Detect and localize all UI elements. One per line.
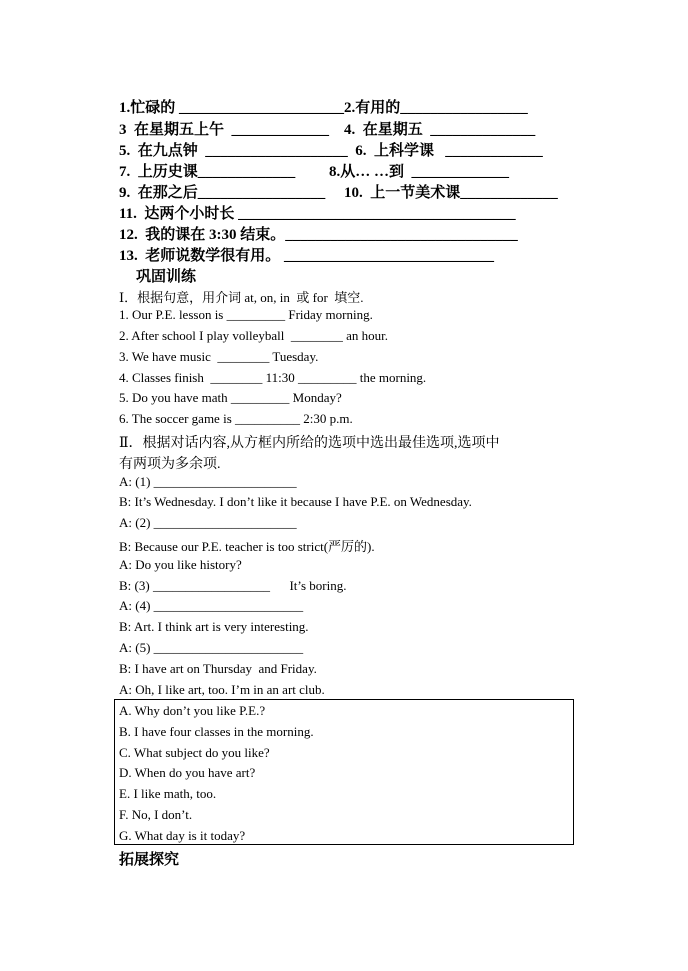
option-b: B. I have four classes in the morning. [119, 724, 314, 739]
vocab-line-7: 12. 我的课在 3:30 结束。_______________________________ [119, 227, 518, 243]
vocab-line-3: 5. 在九点钟 ___________________ 6. 上科学课 _____________ [119, 143, 543, 159]
dialogue-line: B: Because our P.E. teacher is too strict(严厉的). [119, 539, 375, 554]
part1-instruction: Ⅰ．根据句意，用介词 at, on, in 或 for 填空. [119, 290, 364, 305]
dialogue-line: A: Do you like history? [119, 557, 242, 572]
dialogue-line: A: Oh, I like art, too. I’m in an art club. [119, 682, 325, 697]
option-e: E. I like math, too. [119, 786, 217, 801]
vocab-line-5: 9. 在那之后_________________ 10. 上一节美术课_____________ [119, 185, 558, 201]
option-f: F. No, I don’t. [119, 807, 193, 822]
dialogue-line: A: (4) _______________________ [119, 598, 304, 613]
option-a: A. Why don’t you like P.E.? [119, 703, 266, 718]
dialogue-line: A: (1) ______________________ [119, 474, 297, 489]
part1-item: 3. We have music ________ Tuesday. [119, 349, 319, 364]
part1-item: 5. Do you have math _________ Monday? [119, 390, 342, 405]
vocab-line-4: 7. 上历史课_____________ 8.从… …到 _____________ [119, 164, 510, 180]
part1-item: 2. After school I play volleyball ________ an hour. [119, 328, 388, 343]
dialogue-line: A: (5) _______________________ [119, 640, 304, 655]
part1-item: 1. Our P.E. lesson is _________ Friday morning. [119, 307, 373, 322]
part1-item: 4. Classes finish ________ 11:30 _________ the morning. [119, 370, 427, 385]
vocab-line-6: 11. 达两个小时长 _____________________________________ [119, 206, 516, 222]
part2-instruction-line1: Ⅱ．根据对话内容,从方框内所给的选项中选出最佳选项,选项中 [119, 436, 500, 451]
option-d: D. When do you have art? [119, 765, 256, 780]
vocab-line-8: 13. 老师说数学很有用。 ____________________________ [119, 248, 495, 264]
part2-instruction-line2: 有两项为多余项. [119, 457, 221, 472]
dialogue-line: B: (3) __________________ It’s boring. [119, 578, 347, 593]
part1-item: 6. The soccer game is __________ 2:30 p.m. [119, 411, 353, 426]
vocab-line-2: 3 在星期五上午 _____________ 4. 在星期五 ______________ [119, 122, 536, 138]
option-c: C. What subject do you like? [119, 745, 270, 760]
dialogue-line: B: It’s Wednesday. I don’t like it because I have P.E. on Wednesday. [119, 494, 472, 509]
extension-heading: 拓展探究 [119, 852, 180, 868]
practice-heading: 巩固训练 [136, 269, 197, 285]
vocab-line-1: 1.忙碌的 ______________________2.有用的_________________ [119, 100, 528, 116]
dialogue-line: B: Art. I think art is very interesting. [119, 619, 309, 634]
dialogue-line: A: (2) ______________________ [119, 515, 297, 530]
option-g: G. What day is it today? [119, 828, 246, 843]
dialogue-line: B: I have art on Thursday and Friday. [119, 661, 317, 676]
